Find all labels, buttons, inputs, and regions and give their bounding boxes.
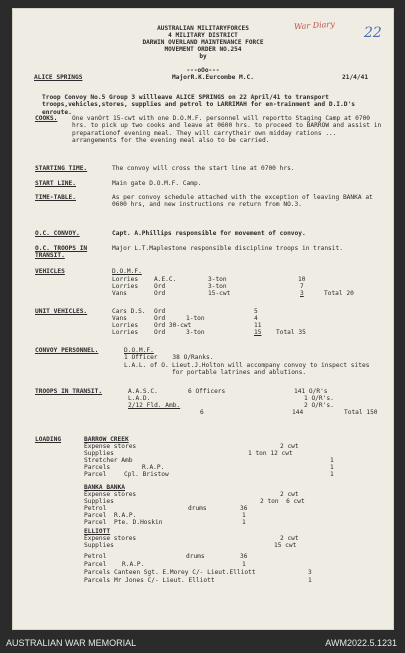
troops-total-officers: 6 [200, 409, 204, 416]
footer-reference: AWM2022.5.1231 [325, 638, 397, 648]
loading-label: LOADING [35, 436, 62, 443]
footer-institution: AUSTRALIAN WAR MEMORIAL [6, 638, 137, 648]
table-cell: 6 Officers [188, 388, 226, 395]
table-row: A.A.S.C. [128, 388, 158, 395]
list-item-count: 1 [242, 561, 246, 568]
unit-vehicles-label: UNIT VEHICLES. [35, 308, 88, 315]
table-cell: 7 [300, 283, 304, 290]
list-item-amount: 1 ton 12 cwt [248, 450, 293, 457]
list-item: Petrol [84, 553, 107, 560]
list-item-detail: Mr Jones C/- Lieut. Elliott [114, 577, 215, 584]
table-cell: 3-ton [186, 329, 205, 336]
header-line-5: by [199, 53, 207, 60]
convoy-personnel-label: CONVOY PERSONNEL. [35, 347, 99, 354]
list-item-count: 36 [240, 553, 248, 560]
list-item-detail: Cpl. Bristow [124, 471, 169, 478]
list-item: Expense stores [84, 535, 137, 542]
list-item-count: 1 [330, 457, 334, 464]
header-location: ALICE SPRINGS [34, 74, 83, 81]
elliott-heading: ELLIOTT [84, 528, 111, 535]
list-item-count: 1 [330, 464, 334, 471]
list-item: Supplies [84, 498, 114, 505]
list-item-count: 1 [242, 512, 246, 519]
start-line-text: Main gate D.O.M.F. Camp. [112, 180, 202, 187]
troops-total-ors: 144 [292, 409, 304, 416]
list-item-detail: Pte. D.Hoskin [114, 519, 163, 526]
table-row: L.A.D. [128, 395, 151, 402]
list-item: Expense stores [84, 443, 137, 450]
header-line-2: 4 MILITARY DISTRICT [168, 32, 238, 39]
table-cell: Ord [154, 283, 166, 290]
troops-in-transit-label: TROOPS IN TRANSIT. [35, 388, 103, 395]
convoy-personnel-count: 1 Officer 38 O/Ranks. [124, 354, 214, 361]
table-cell: 15 [254, 329, 262, 336]
header-line-4: MOVEMENT ORDER NO.254 [164, 46, 242, 53]
list-item: Petrol [84, 505, 107, 512]
starting-time-text: The convoy will cross the start line at 0700 hrs. [112, 165, 295, 172]
intro-paragraph: Troop Convoy No.5 Group 3 willleave ALICE SPRINGS on 22 April/41 to transport troops,vehicles,stores, supplies and petrol to LARRIMAH for en-trainment and D.I.D's enroute. [42, 94, 355, 116]
table-cell: A.E.C. [154, 276, 177, 283]
list-item-amount: 2 ton 6 cwt [260, 498, 305, 505]
starting-time-label: STARTING TIME. [35, 165, 88, 172]
list-item-detail: drums [188, 505, 207, 512]
cooks-text: One vanOrt 15-cwt with one D.O.M.F. personnel will reportto Staging Camp at 0700 hrs. to pick up two cooks and leave at 0600 hrs. to proceed to BARROW and assist in preparationof evening meal. They will carrytheir own midday rations ... arrangements for the evening meal also to be carried. [72, 115, 382, 144]
table-row: Lorries [112, 322, 139, 329]
list-item-count: 36 [240, 505, 248, 512]
table-cell: 3-ton [208, 283, 227, 290]
start-line-label: START LINE. [35, 180, 76, 187]
convoy-personnel-heading: D.O.M.F. [124, 347, 154, 354]
header-line-3: DARWIN OVERLAND MAINTENANCE FORCE [142, 39, 264, 46]
table-row: Lorries [112, 329, 139, 336]
table-row: Vans [112, 315, 127, 322]
oc-troops-text: Major L.T.Maplestone responsible discipline troops in transit. [112, 245, 343, 252]
list-item-amount: 2 cwt [280, 535, 299, 542]
list-item: Stretcher Amb [84, 457, 133, 464]
document-page [12, 8, 394, 630]
list-item-amount: 2 cwt [280, 443, 299, 450]
unit-vehicles-total: Total 35 [276, 329, 306, 336]
table-cell: Ord 30-cwt [154, 322, 192, 329]
handwritten-page-number: 22 [364, 25, 382, 41]
table-cell: 4 [254, 315, 258, 322]
barrow-creek-heading: BARROW CREEK [84, 436, 129, 443]
list-item: Parcel [84, 471, 107, 478]
header-line-1: AUSTRALIAN MILITARYFORCES [157, 25, 249, 32]
list-item-amount: 15 cwt [274, 542, 297, 549]
list-item-detail: R.A.P. [114, 512, 137, 519]
oc-convoy-text: Capt. A.Phillips responsible for movement of convoy. [112, 230, 306, 237]
troops-total: Total 150 [344, 409, 378, 416]
list-item-count: 1 [242, 519, 246, 526]
list-item-detail: R.A.P. [122, 561, 145, 568]
list-item-amount: 2 cwt [280, 491, 299, 498]
list-item-detail: Canteen Sgt. E.Morey C/- Lieut.Elliott [114, 569, 256, 576]
table-row: Vans [112, 290, 127, 297]
table-row: Cars D.S. [112, 308, 146, 315]
table-cell: 1 O/R's. [304, 395, 334, 402]
list-item-count: 3 [308, 569, 312, 576]
list-item: Supplies [84, 542, 114, 549]
header-author: MajorR.K.Eurcombe M.C. [172, 74, 254, 81]
table-cell: Ord [154, 315, 166, 322]
list-item: Supplies [84, 450, 114, 457]
oc-convoy-label: O.C. CONVOY. [35, 230, 80, 237]
cooks-label: COOKS. [35, 115, 58, 122]
table-cell: Ord [154, 329, 166, 336]
table-cell: Ord [154, 290, 166, 297]
list-item: Parcel [84, 519, 107, 526]
list-item-detail: R.A.P. [142, 464, 165, 471]
vehicles-total: Total 20 [324, 290, 354, 297]
table-cell: 2 O/R's. [304, 402, 334, 409]
list-item: Parcels [84, 577, 111, 584]
list-item: Expense stores [84, 491, 137, 498]
table-row: 2/12 Fld. Amb. [128, 402, 181, 409]
table-row: Lorries [112, 283, 139, 290]
table-cell: Ord [154, 308, 166, 315]
table-cell: 15-cwt [208, 290, 231, 297]
archive-footer [0, 632, 405, 653]
list-item-count: 1 [330, 471, 334, 478]
list-item: Parcels [84, 569, 111, 576]
table-cell: 11 [254, 322, 262, 329]
list-item-count: 1 [308, 577, 312, 584]
table-row: Lorries [112, 276, 139, 283]
list-item-detail: drums [186, 553, 205, 560]
vehicles-label: VEHICLES [35, 268, 65, 275]
vehicles-heading: D.O.M.F. [112, 268, 142, 275]
table-cell: 5 [254, 308, 258, 315]
list-item: Parcel [84, 512, 107, 519]
header-rule: ---oOo--- [186, 67, 220, 74]
header-date: 21/4/41 [342, 74, 369, 81]
time-table-text: As per convoy schedule attached with the exception of leaving BANKA at 0600 hrs, and new instructions re return from NO.3. [112, 194, 373, 209]
time-table-label: TIME-TABLE. [35, 194, 76, 201]
table-cell: 3-ton [208, 276, 227, 283]
list-item: Parcels [84, 464, 111, 471]
convoy-personnel-lalo: L.A.L. of O. [124, 362, 169, 369]
banka-banka-heading: BANKA BANKA [84, 484, 125, 491]
oc-troops-label: O.C. TROOPS IN TRANSIT. [35, 245, 88, 260]
list-item: Parcel [84, 561, 107, 568]
handwritten-war-diary-note: War Diary [293, 19, 336, 32]
table-cell: 3 [300, 290, 304, 297]
table-cell: 10 [298, 276, 306, 283]
table-cell: 1-ton [186, 315, 205, 322]
table-cell: 141 O/R's [294, 388, 328, 395]
convoy-personnel-note: Lieut.J.Holton will accompany convoy to inspect sites for portable latrines and ablutions. [172, 362, 370, 377]
